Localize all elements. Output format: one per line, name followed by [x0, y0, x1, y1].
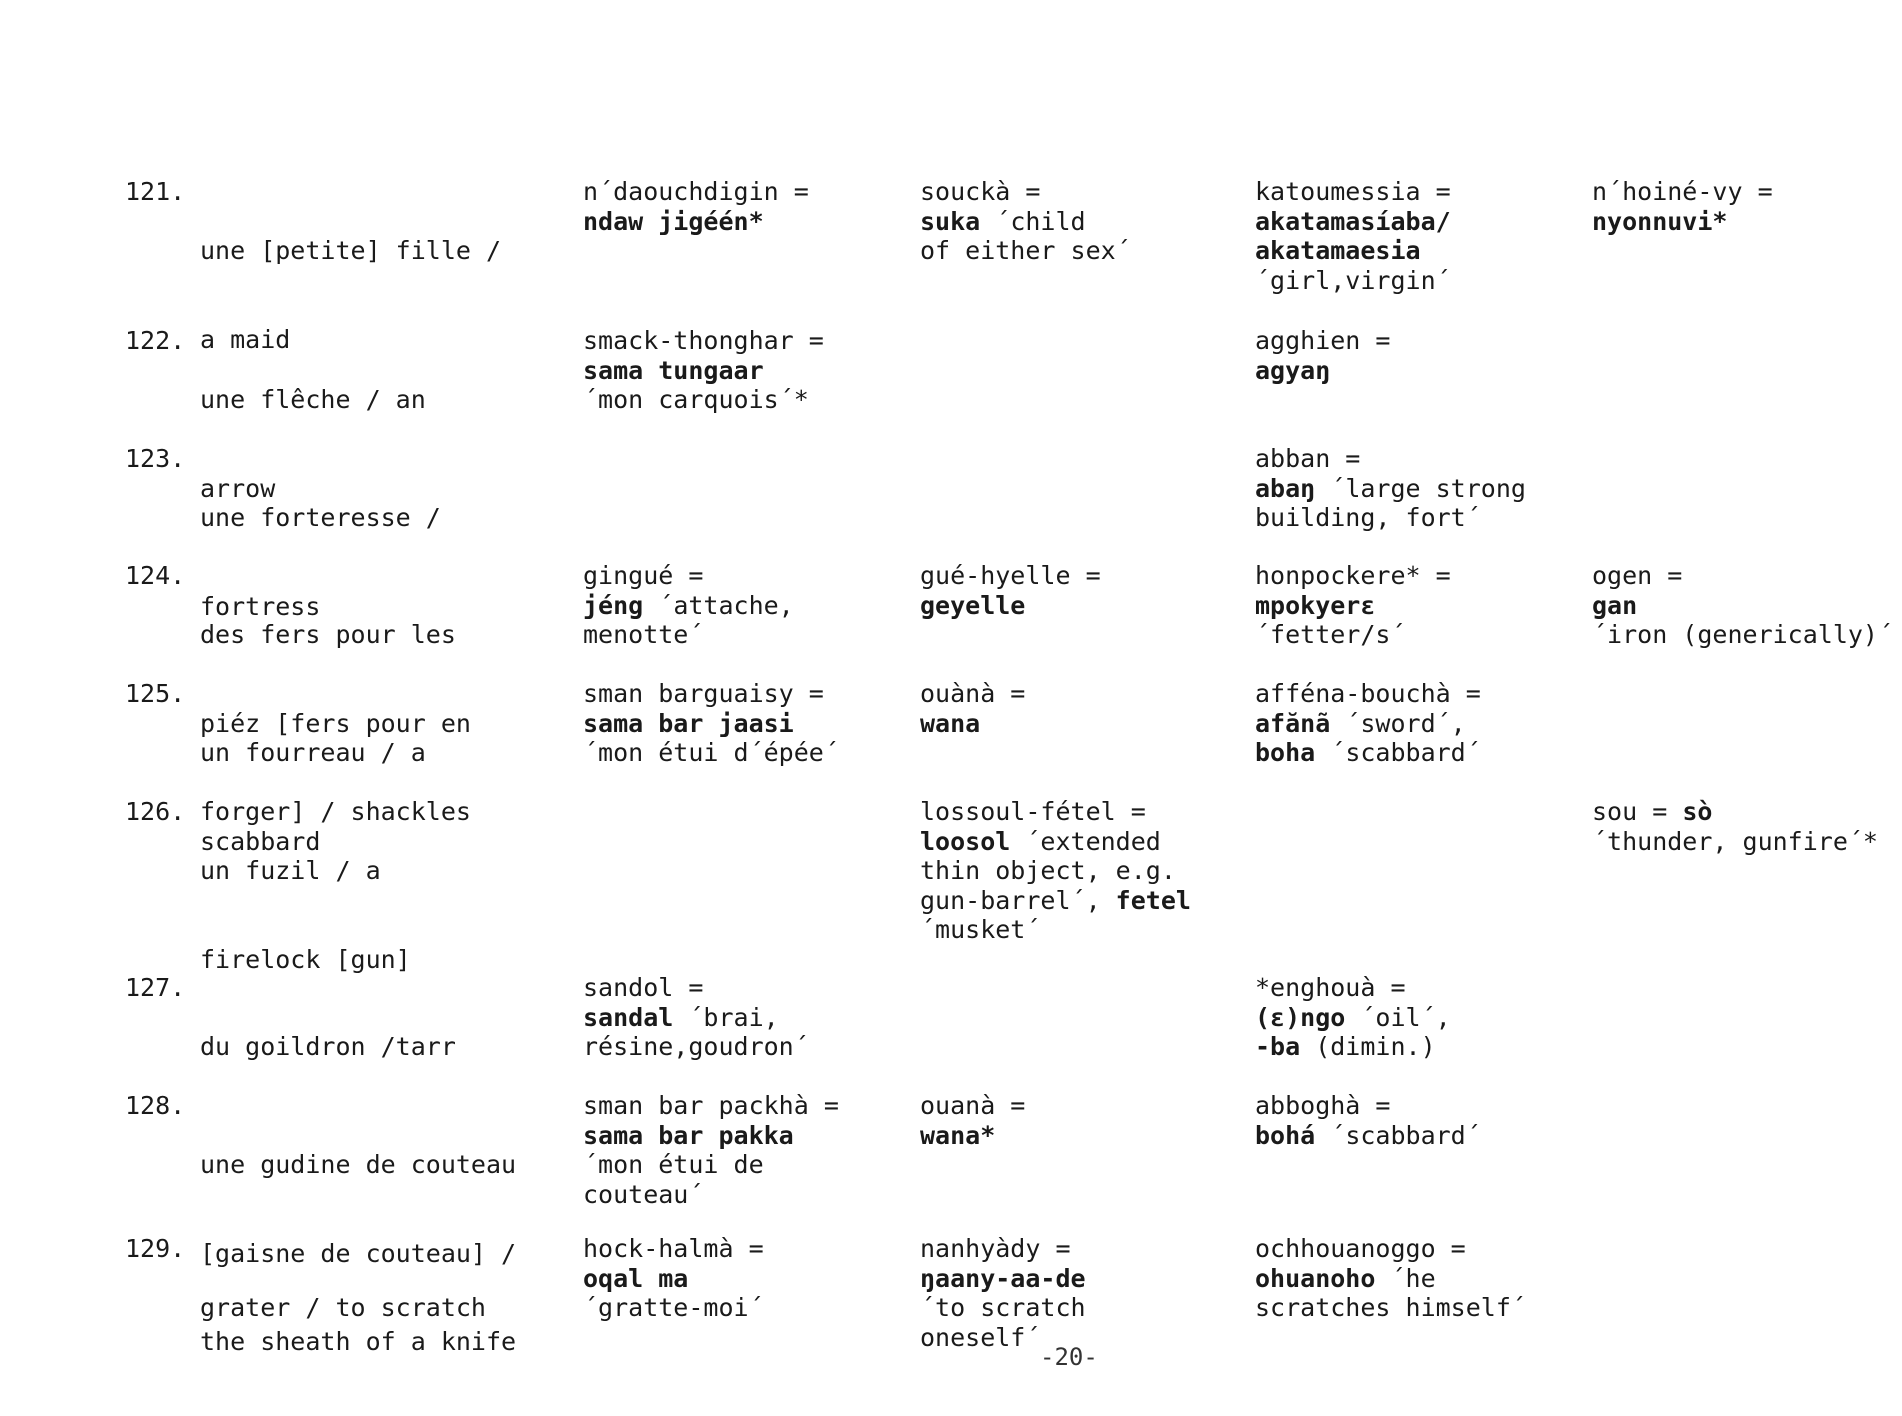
cell-text: sman barguaisy =: [583, 679, 824, 708]
cell-text: ´thunder, gunfire´*: [1592, 826, 1878, 856]
reconstructed-form: sò: [1682, 797, 1713, 826]
cell-line: [583, 738, 913, 768]
gbe-column: [1592, 177, 1892, 236]
cell-line: [1255, 236, 1585, 266]
cell-text: hock-halmà =: [583, 1234, 764, 1263]
cell-text: menotte´: [583, 620, 704, 649]
cell-text: (dimin.): [1300, 1032, 1436, 1061]
cell-text: ´girl,virgin´: [1255, 265, 1451, 295]
entry-number: 121.: [125, 177, 186, 206]
cell-text: thin object, e.g.: [920, 856, 1176, 885]
cell-text: lossoul-fétel =: [920, 797, 1146, 826]
reconstructed-form: nyonnuvi*: [1592, 206, 1728, 236]
serer-column: [920, 1234, 1250, 1352]
cell-line: [1255, 1264, 1585, 1294]
cell-text: abboghà =: [1255, 1091, 1391, 1120]
reconstructed-form: suka: [920, 206, 981, 236]
cell-line: [583, 561, 913, 591]
cell-text: n´hoiné-vy =: [1592, 177, 1773, 206]
cell-line: [583, 973, 913, 1003]
cell-text: agghien =: [1255, 326, 1391, 355]
wolof-column: [583, 561, 913, 650]
akan-column: [1255, 1234, 1585, 1323]
wolof-column: [583, 326, 913, 415]
cell-text: abban =: [1255, 444, 1361, 473]
cell-text: ogen =: [1592, 561, 1683, 590]
cell-line: [583, 1180, 913, 1210]
gloss-line: arrow: [200, 473, 276, 503]
cell-text: gingué =: [583, 561, 704, 590]
cell-line: [1592, 827, 1892, 857]
cell-line: [920, 1264, 1250, 1294]
page-number: -20-: [1040, 1343, 1098, 1371]
cell-text: smack-thonghar =: [583, 326, 824, 355]
gbe-column: [1592, 561, 1892, 650]
reconstructed-form: (ɛ)ngo: [1255, 1002, 1346, 1032]
cell-text: ´iron (generically)´: [1592, 620, 1894, 649]
cell-line: [920, 1293, 1250, 1323]
entry-number: 124.: [125, 561, 186, 590]
reconstructed-form: oqal ma: [583, 1263, 689, 1293]
reconstructed-form: wana: [920, 708, 981, 738]
reconstructed-form: akatamasíaba/: [1255, 206, 1451, 236]
cell-text: ´mon carquois´*: [583, 385, 809, 414]
gloss-line: a maid: [200, 324, 291, 354]
cell-line: [583, 1091, 913, 1121]
cell-text: ouànà =: [920, 679, 1026, 708]
cell-line: [920, 207, 1250, 237]
cell-text: of either sex´: [920, 236, 1131, 265]
gloss-line: firelock [gun]: [200, 944, 411, 974]
gloss-line: piéz [fers pour en: [200, 708, 471, 738]
cell-line: [920, 236, 1250, 266]
entry-number: 126.: [125, 797, 186, 826]
entry-number: 123.: [125, 444, 186, 473]
cell-text: oneself´: [920, 1322, 1041, 1352]
akan-column: [1255, 326, 1585, 385]
cell-line: [1255, 679, 1585, 709]
cell-line: [1255, 738, 1585, 768]
gloss-line: une gudine de couteau: [200, 1150, 517, 1179]
entry-gloss: [200, 1234, 570, 1382]
cell-line: [920, 1121, 1250, 1151]
serer-column: [920, 1091, 1250, 1150]
reconstructed-form: -ba: [1255, 1032, 1301, 1061]
cell-line: [1255, 1121, 1585, 1151]
cell-text: ´extended: [1010, 826, 1161, 856]
reconstructed-form: bohá: [1255, 1120, 1316, 1150]
cell-text: ´to scratch: [920, 1293, 1086, 1322]
cell-text: ´large strong: [1315, 473, 1526, 503]
cell-text: souckà =: [920, 177, 1041, 206]
akan-column: [1255, 679, 1585, 768]
gloss-line: un fourreau / a: [200, 738, 426, 767]
cell-text: nanhyàdy =: [920, 1234, 1071, 1263]
cell-text: ´brai,: [673, 1002, 779, 1032]
gloss-line: des fers pour les: [200, 620, 456, 649]
cell-text: ´scabbard´: [1315, 738, 1481, 767]
cell-text: *enghouà =: [1255, 973, 1406, 1002]
cell-line: [920, 709, 1250, 739]
cell-line: [583, 177, 913, 207]
cell-line: [1255, 177, 1585, 207]
cell-text: ´sword´,: [1330, 708, 1466, 738]
entry-number: 122.: [125, 326, 186, 355]
cell-line: [1255, 474, 1585, 504]
cell-text: couteau´: [583, 1179, 704, 1209]
cell-text: ´mon étui d´épée´: [583, 738, 839, 767]
reconstructed-form: sandal: [583, 1002, 674, 1032]
cell-line: [583, 709, 913, 739]
gbe-column: [1592, 797, 1892, 856]
cell-text: katoumessia =: [1255, 177, 1451, 206]
cell-line: [583, 326, 913, 356]
reconstructed-form: loosol: [920, 826, 1011, 856]
gloss-line: une [petite] fille /: [200, 236, 502, 265]
serer-column: [920, 797, 1250, 945]
cell-line: [1255, 207, 1585, 237]
gloss-line: une forteresse /: [200, 503, 441, 532]
reconstructed-form: afănã: [1255, 708, 1331, 738]
cell-line: [1255, 1003, 1585, 1033]
cell-text: sman bar packhà =: [583, 1091, 839, 1120]
entry-number: 128.: [125, 1091, 186, 1120]
entry-number: 127.: [125, 973, 186, 1002]
cell-line: [1255, 709, 1585, 739]
cell-line: [583, 356, 913, 386]
cell-line: [920, 915, 1250, 945]
cell-line: [1592, 177, 1892, 207]
cell-text: building, fort´: [1255, 503, 1481, 532]
cell-text: ´oil´,: [1345, 1002, 1451, 1032]
akan-column: [1255, 1091, 1585, 1150]
cell-line: [1255, 1091, 1585, 1121]
cell-text: ´fetter/s´: [1255, 620, 1406, 649]
entry-number: 125.: [125, 679, 186, 708]
cell-line: [920, 886, 1250, 916]
cell-line: [1255, 356, 1585, 386]
cell-line: [583, 1234, 913, 1264]
gloss-line: grater / to scratch: [200, 1293, 486, 1322]
cell-line: [583, 591, 913, 621]
akan-column: [1255, 444, 1585, 533]
gloss-line: une flêche / an: [200, 385, 426, 414]
reconstructed-form: boha: [1255, 738, 1316, 767]
cell-text: honpockere* =: [1255, 561, 1451, 590]
cell-text: ochhouanoggo =: [1255, 1234, 1466, 1263]
cell-line: [583, 679, 913, 709]
cell-line: [1255, 561, 1585, 591]
cell-line: [583, 207, 913, 237]
cell-line: [1255, 503, 1585, 533]
reconstructed-form: ohuanoho: [1255, 1263, 1376, 1293]
cell-line: [1255, 1293, 1585, 1323]
gloss-line: forger] / shackles: [200, 797, 471, 826]
cell-line: [583, 1003, 913, 1033]
cell-text: ´attache,: [643, 590, 794, 620]
cell-line: [1592, 797, 1892, 827]
cell-line: [1255, 266, 1585, 296]
cell-line: [1592, 620, 1892, 650]
cell-line: [920, 1234, 1250, 1264]
wolof-column: [583, 1091, 913, 1209]
wolof-column: [583, 679, 913, 768]
reconstructed-form: wana*: [920, 1120, 996, 1150]
entry-number: 129.: [125, 1234, 186, 1263]
cell-text: sandol =: [583, 973, 704, 1002]
cell-text: ´gratte-moi´: [583, 1293, 764, 1322]
reconstructed-form: agyaŋ: [1255, 355, 1331, 385]
cell-text: scratches himself´: [1255, 1293, 1526, 1322]
cell-text: ouanà =: [920, 1091, 1026, 1120]
cell-line: [1255, 591, 1585, 621]
wolof-column: [583, 973, 913, 1062]
gloss-line: du goildron /tarr: [200, 1032, 456, 1061]
cell-line: [920, 561, 1250, 591]
reconstructed-form: geyelle: [920, 590, 1026, 620]
reconstructed-form: jéng: [583, 590, 644, 620]
serer-column: [920, 679, 1250, 738]
reconstructed-form: gan: [1592, 590, 1638, 620]
cell-line: [920, 797, 1250, 827]
cell-line: [583, 1121, 913, 1151]
cell-line: [583, 385, 913, 415]
cell-line: [1255, 444, 1585, 474]
cell-line: [1255, 620, 1585, 650]
wolof-column: [583, 177, 913, 236]
serer-column: [920, 177, 1250, 266]
cell-text: ´musket´: [920, 915, 1041, 944]
reconstructed-form: sama bar jaasi: [583, 708, 794, 738]
akan-column: [1255, 177, 1585, 295]
cell-text: ´child: [980, 206, 1086, 236]
gloss-line: [gaisne de couteau] /: [200, 1238, 517, 1268]
cell-line: [920, 679, 1250, 709]
reconstructed-form: sama bar pakka: [583, 1120, 794, 1150]
cell-text: ´mon étui de: [583, 1150, 764, 1179]
reconstructed-form: akatamaesia: [1255, 236, 1421, 265]
cell-line: [583, 620, 913, 650]
cell-text: sou =: [1592, 797, 1683, 826]
gloss-line: scabbard: [200, 826, 321, 856]
reconstructed-form: ŋaany-aa-de: [920, 1263, 1086, 1293]
akan-column: [1255, 973, 1585, 1062]
cell-text: ´scabbard´: [1315, 1120, 1481, 1150]
cell-text: gué-hyelle =: [920, 561, 1101, 590]
cell-line: [583, 1032, 913, 1062]
cell-line: [1255, 973, 1585, 1003]
cell-line: [920, 1091, 1250, 1121]
akan-column: [1255, 561, 1585, 650]
cell-text: afféna-bouchà =: [1255, 679, 1481, 708]
reconstructed-form: mpokyerɛ: [1255, 590, 1376, 620]
gloss-line: fortress: [200, 591, 321, 621]
cell-text: résine,goudron´: [583, 1032, 809, 1061]
cell-text: n´daouchdigin =: [583, 177, 809, 206]
gloss-line: un fuzil / a: [200, 856, 381, 885]
cell-text: ´he: [1375, 1263, 1436, 1293]
reconstructed-form: abaŋ: [1255, 473, 1316, 503]
cell-text: gun-barrel´,: [920, 885, 1116, 915]
cell-line: [1255, 1234, 1585, 1264]
gloss-line: the sheath of a knife: [200, 1327, 517, 1356]
cell-line: [920, 177, 1250, 207]
reconstructed-form: sama tungaar: [583, 355, 764, 385]
wolof-column: [583, 1234, 913, 1323]
cell-line: [1592, 561, 1892, 591]
serer-column: [920, 561, 1250, 620]
cell-line: [1592, 207, 1892, 237]
cell-line: [1592, 591, 1892, 621]
cell-line: [920, 856, 1250, 886]
cell-line: [1255, 326, 1585, 356]
reconstructed-form: fetel: [1115, 885, 1191, 915]
cell-line: [583, 1264, 913, 1294]
reconstructed-form: ndaw jigéén*: [583, 206, 764, 236]
cell-line: [583, 1293, 913, 1323]
cell-line: [1255, 1032, 1585, 1062]
cell-line: [920, 827, 1250, 857]
cell-line: [920, 591, 1250, 621]
cell-line: [583, 1150, 913, 1180]
